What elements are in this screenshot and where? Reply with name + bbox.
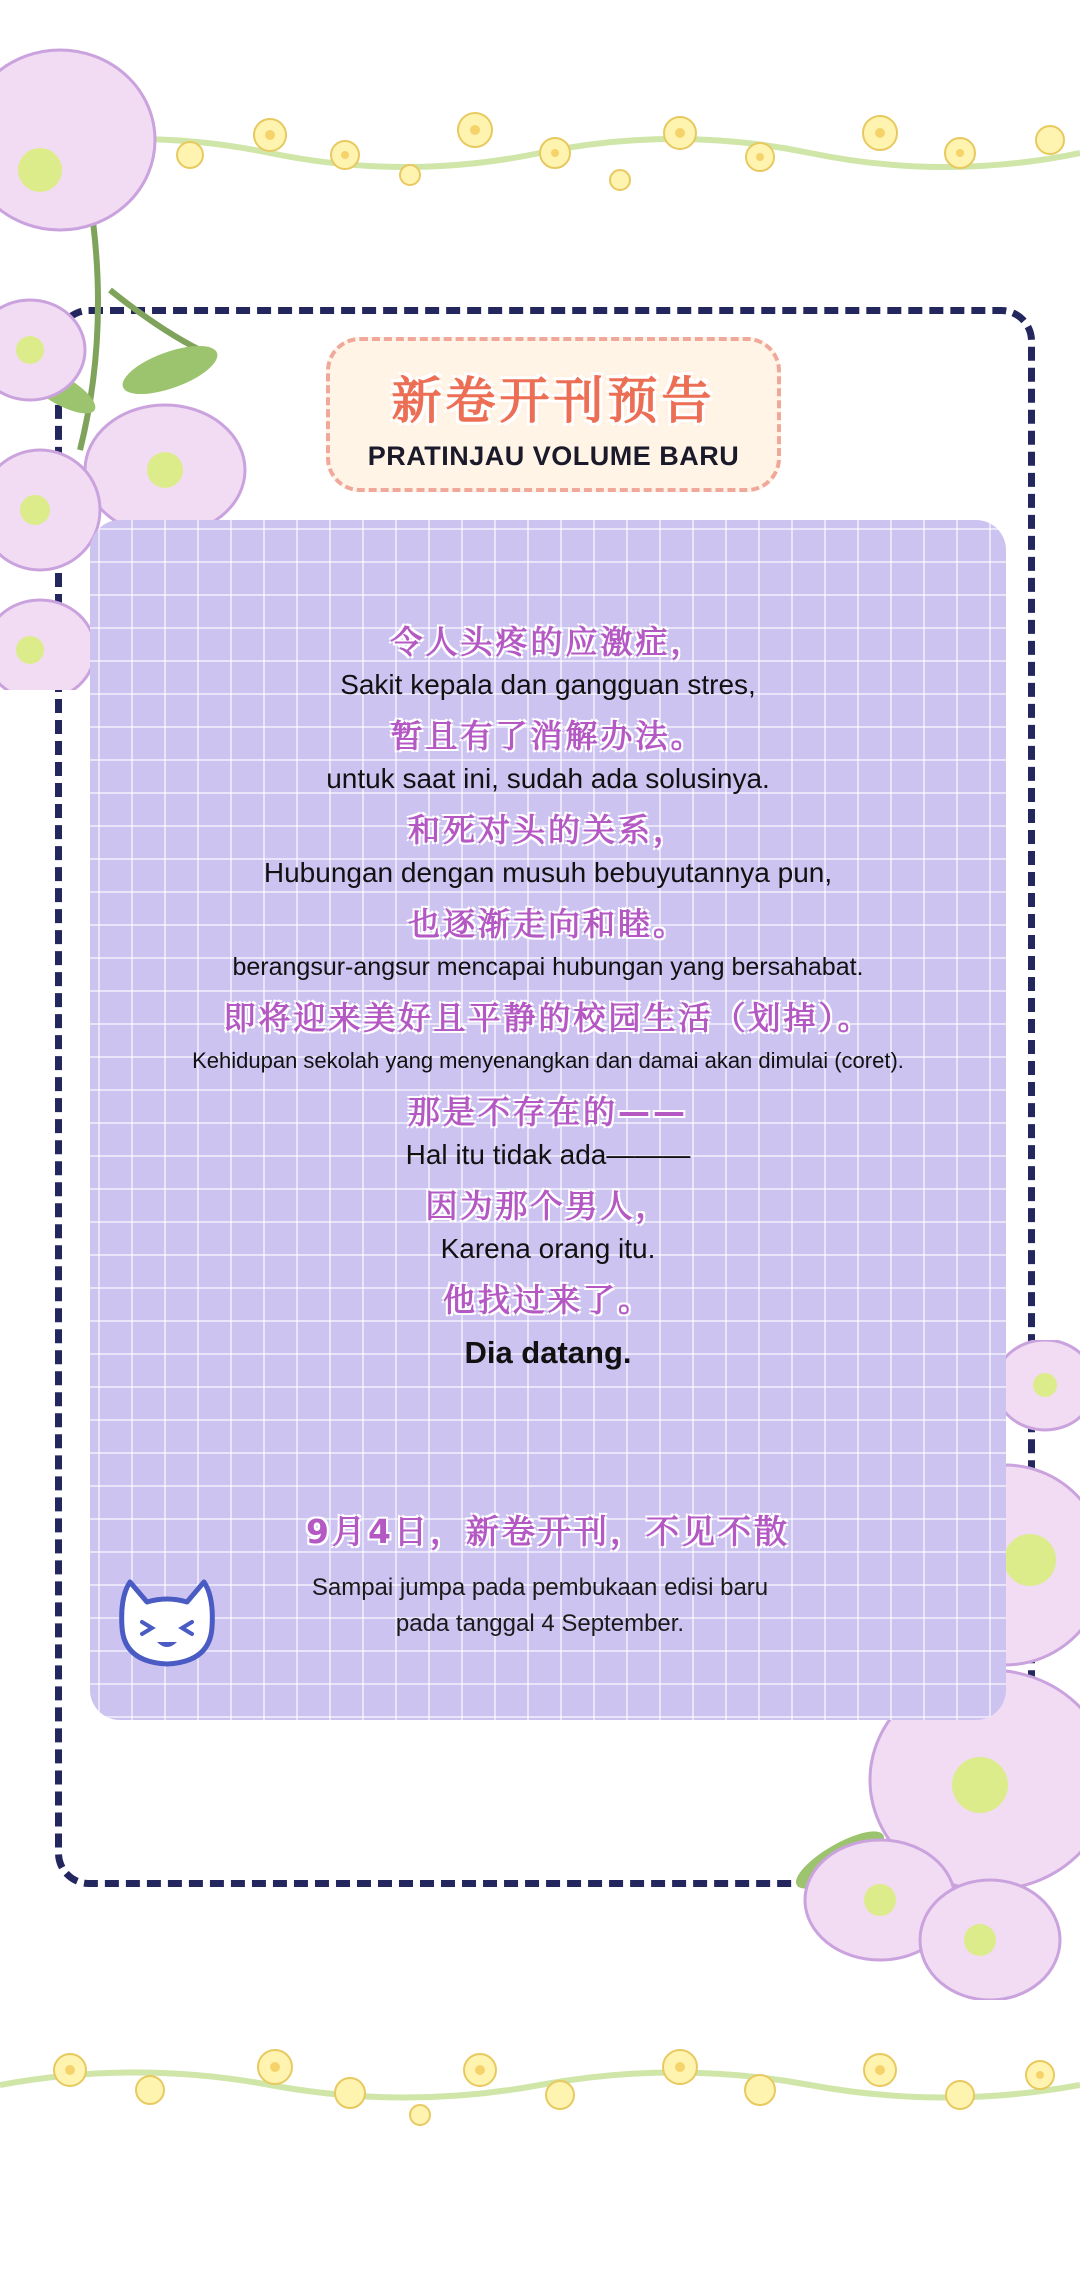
release-date-cn: 9月4日，新卷开刊，不见不散 [306,1512,790,1551]
line-id-3: Hubungan dengan musuh bebuyutannya pun, [263,857,833,888]
line-cn-8: 他找过来了。 [442,1281,653,1319]
line-id-8: Dia datang. [464,1335,632,1370]
cat-doodle-icon [112,1572,222,1672]
line-cn-6: 那是不存在的—— [407,1093,688,1131]
line-id-1: Sakit kepala dan gangguan stres, [340,669,756,700]
floral-garland-bottom [0,2035,1080,2145]
synopsis-lines [90,620,1006,1382]
header-title-chinese: 新卷开刊预告 [391,372,716,430]
line-cn-2: 暂且有了消解办法。 [390,717,706,755]
line-cn-1: 令人头疼的应激症， [390,623,706,661]
line-id-5: Kehidupan sekolah yang menyenangkan dan damai akan dimulai (coret). [192,1048,904,1073]
release-date-id [240,1570,840,1642]
line-id-4: berangsur-angsur mencapai hubungan yang bersahabat. [232,953,864,981]
release-date-cn-wrap [90,1510,1006,1554]
line-id-7: Karena orang itu. [440,1233,656,1264]
line-cn-3: 和死对头的关系， [407,811,688,849]
header-title-indonesian: PRATINJAU VOLUME BARU [367,441,740,471]
release-date-id-line1: Sampai jumpa pada pembukaan edisi baru [311,1574,769,1601]
header-badge [326,337,781,492]
line-id-6: Hal itu tidak ada——— [405,1139,691,1170]
release-date-id-line2: pada tanggal 4 September. [395,1610,685,1637]
line-cn-7: 因为那个男人， [425,1187,671,1225]
line-id-2: untuk saat ini, sudah ada solusinya. [326,763,770,794]
line-cn-4: 也逐渐走向和睦。 [407,905,688,943]
line-cn-5: 即将迎来美好且平静的校园生活（划掉）。 [223,999,873,1037]
